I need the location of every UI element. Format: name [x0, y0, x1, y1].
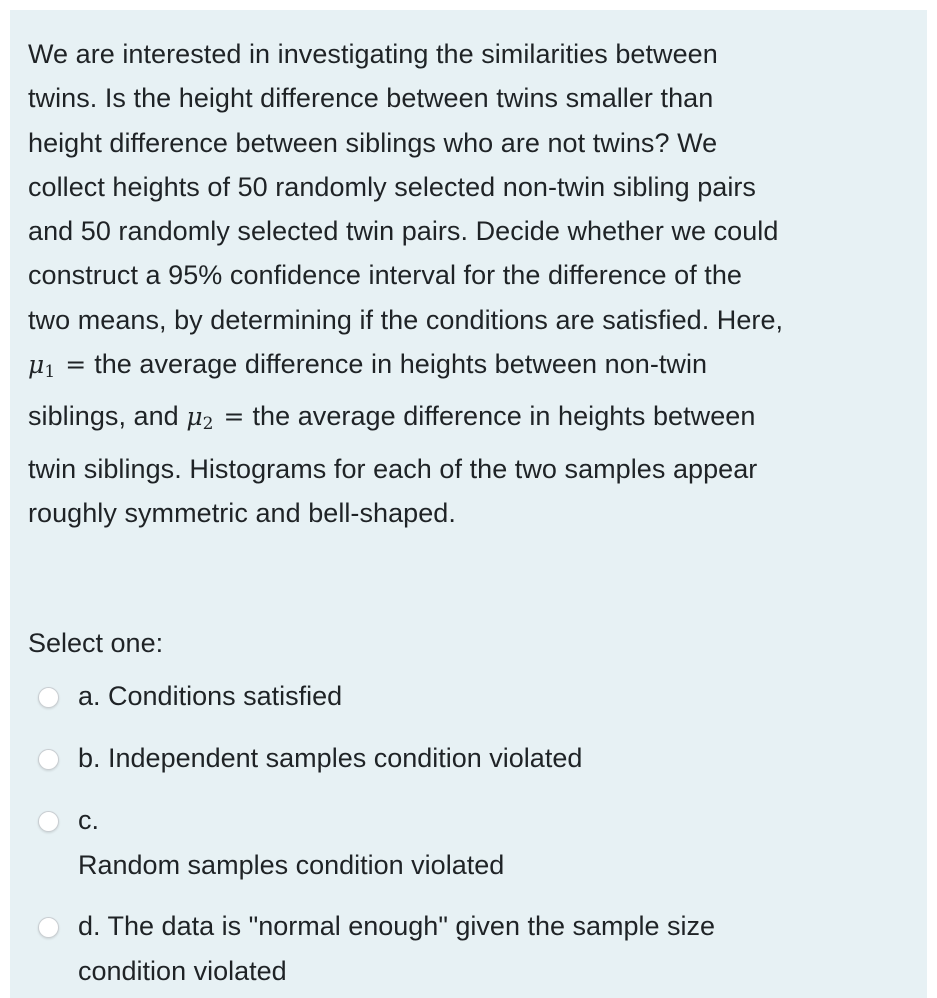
mu2-definition: the average difference in heights between	[252, 401, 756, 432]
question-line-7: two means, by determining if the conditions are satisfied. Here,	[28, 304, 784, 335]
question-line-6: construct a 95% confidence interval for the difference of the	[28, 260, 742, 291]
option-b-radio[interactable]	[38, 749, 59, 770]
option-d-radio[interactable]	[38, 917, 59, 938]
select-one-label: Select one:	[28, 628, 164, 658]
question-panel	[10, 10, 927, 998]
option-b-label[interactable]: b. Independent samples condition violated	[78, 743, 583, 773]
mu2-symbol: $\mu_2$	[186, 402, 214, 435]
equals-sign: =	[65, 350, 87, 380]
option-d-label-line1[interactable]: d. The data is "normal enough" given the sample size	[78, 911, 716, 941]
option-c-letter[interactable]: c.	[78, 805, 100, 835]
question-line-5: and 50 randomly selected twin pairs. Decide whether we could	[28, 216, 779, 247]
option-c-radio[interactable]	[38, 811, 59, 832]
mu1-definition: the average difference in heights between non-twin	[94, 349, 708, 380]
option-d-label-line2[interactable]: condition violated	[78, 956, 287, 986]
option-c-label[interactable]: Random samples condition violated	[78, 850, 505, 880]
question-line-4: collect heights of 50 randomly selected non-twin sibling pairs	[28, 171, 756, 202]
question-line-2: twins. Is the height difference between twins smaller than	[28, 83, 714, 114]
question-line-3: height difference between siblings who are not twins? We	[28, 127, 718, 158]
question-line-11: roughly symmetric and bell-shaped.	[28, 497, 456, 528]
question-line-8	[28, 342, 908, 394]
question-line-9: siblings, and $\mu_2$ = the average difference in heights between	[28, 401, 756, 435]
mu1-symbol: $\mu_1$	[28, 350, 56, 383]
option-a-label[interactable]: a. Conditions satisfied	[78, 681, 343, 711]
option-a-radio[interactable]	[38, 687, 59, 708]
question-line-10: twin siblings. Histograms for each of the two samples appear	[28, 453, 758, 484]
equals-sign: =	[223, 402, 245, 432]
question-text	[28, 32, 908, 535]
question-line-1: We are interested in investigating the similarities between	[28, 39, 718, 69]
